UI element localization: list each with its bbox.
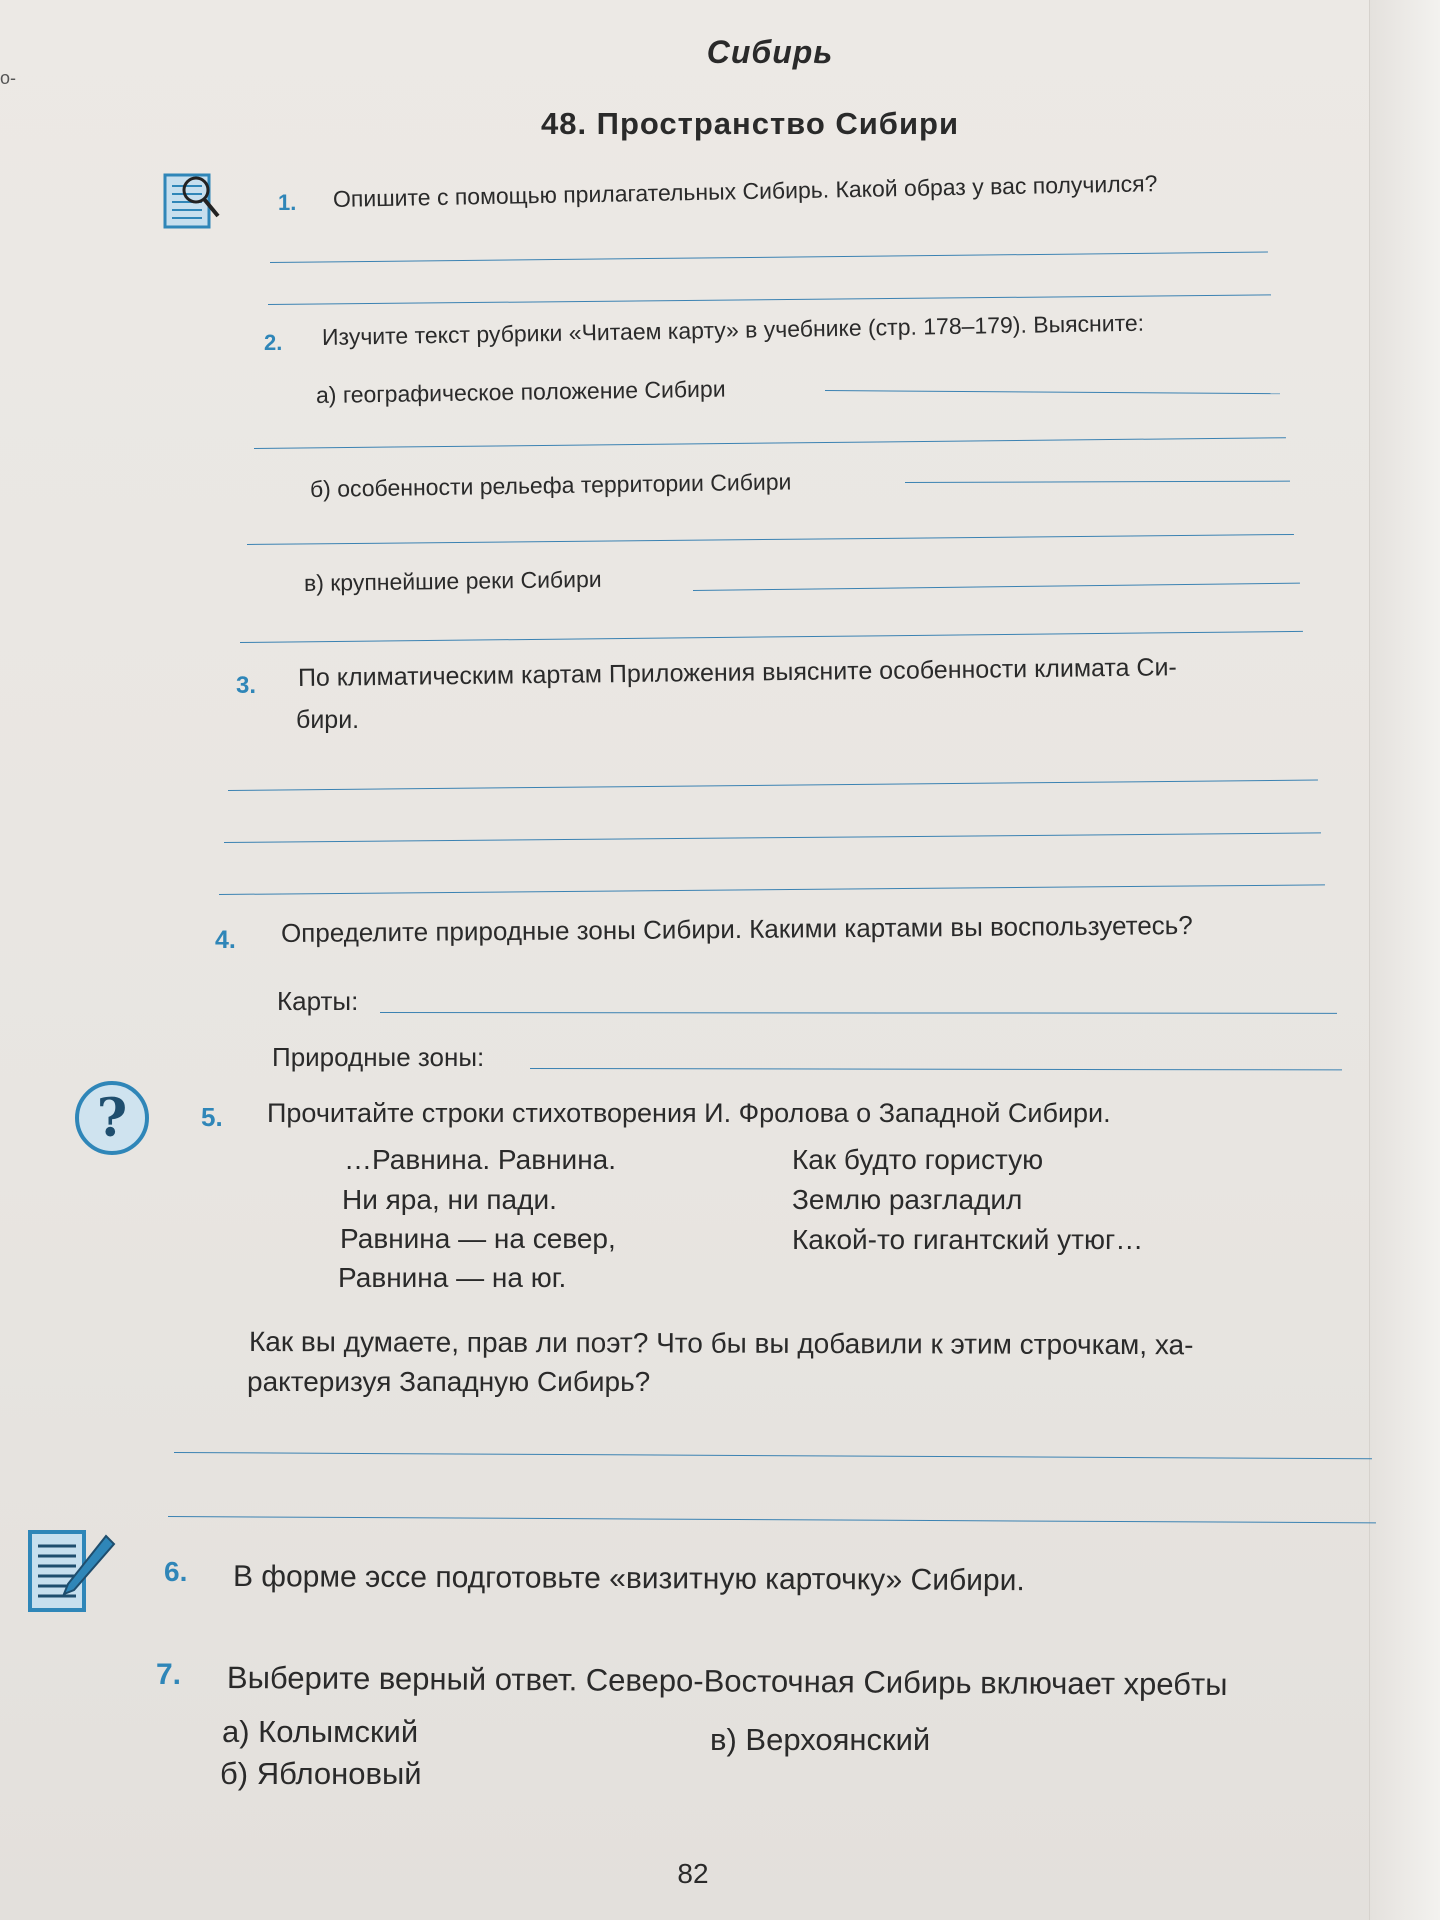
task-6-text: В форме эссе подготовьте «визитную карточку» Сибири. bbox=[232, 1560, 1025, 1598]
question-mark-icon bbox=[72, 1078, 152, 1158]
poem-right-line: Землю разгладил bbox=[792, 1184, 1023, 1215]
prev-page-fragment: о- bbox=[0, 68, 17, 88]
option-c: в) Верхоянский bbox=[710, 1722, 931, 1757]
task-4-text: Определите природные зоны Сибири. Какими картами вы воспользуетесь? bbox=[280, 910, 1193, 948]
poem-right-line: Какой-то гигантский утюг… bbox=[792, 1224, 1144, 1255]
answer-line bbox=[228, 780, 1318, 791]
answer-line bbox=[268, 294, 1271, 305]
zones-field-label: Природные зоны: bbox=[272, 1042, 485, 1072]
page-title: 48. Пространство Сибири bbox=[540, 106, 960, 141]
task-3-text-line-2: бири. bbox=[296, 706, 360, 734]
poem-left-line: Ни яра, ни пади. bbox=[342, 1184, 557, 1215]
task-number: 2. bbox=[264, 330, 283, 355]
poem-left-line: Равнина — на север, bbox=[340, 1223, 616, 1254]
poem-right-line: Как будто гористую bbox=[792, 1144, 1044, 1175]
answer-line bbox=[168, 1516, 1376, 1523]
task-2-text: Изучите текст рубрики «Читаем карту» в учебнике (стр. 178–179). Выясните: bbox=[321, 309, 1145, 350]
option-b: б) Яблоновый bbox=[220, 1756, 422, 1791]
section-header: Сибирь bbox=[706, 34, 834, 70]
poem-left-line: …Равнина. Равнина. bbox=[344, 1144, 617, 1175]
task-number: 5. bbox=[201, 1102, 223, 1132]
task-3-text-line-1: По климатическим картам Приложения выясните особенности климата Си- bbox=[297, 653, 1177, 692]
task-number: 3. bbox=[236, 672, 257, 699]
task-2-item-a: а) географическое положение Сибири bbox=[315, 375, 726, 408]
task-5-text: Прочитайте строки стихотворения И. Фролова о Западной Сибири. bbox=[267, 1098, 1111, 1128]
answer-line bbox=[224, 832, 1321, 843]
task-5-question-line-2: рактеризуя Западную Сибирь? bbox=[247, 1366, 651, 1397]
task-1-text: Опишите с помощью прилагательных Сибирь. Какой образ у вас получился? bbox=[332, 170, 1158, 212]
zones-answer-line bbox=[530, 1068, 1342, 1070]
answer-line bbox=[825, 390, 1280, 394]
page-number: 82 bbox=[677, 1858, 709, 1889]
task-number: 1. bbox=[278, 190, 297, 215]
task-2-item-c: в) крупнейшие реки Сибири bbox=[303, 565, 602, 596]
answer-line bbox=[247, 534, 1294, 545]
option-a: а) Колымский bbox=[222, 1714, 419, 1749]
task-7-text: Выберите верный ответ. Северо-Восточная Сибирь включает хребты bbox=[226, 1660, 1228, 1702]
pencil-document-icon bbox=[26, 1528, 116, 1616]
answer-line bbox=[240, 631, 1303, 643]
answer-line bbox=[219, 884, 1325, 895]
task-number: 7. bbox=[156, 1658, 182, 1691]
maps-answer-line bbox=[380, 1012, 1337, 1014]
answer-line bbox=[270, 252, 1268, 263]
next-page-edge bbox=[1369, 0, 1440, 1920]
svg-text:?: ? bbox=[96, 1088, 128, 1149]
answer-line bbox=[693, 583, 1300, 591]
maps-field-label: Карты: bbox=[277, 986, 359, 1016]
answer-line bbox=[174, 1452, 1372, 1459]
task-2-item-b: б) особенности рельефа территории Сибири bbox=[309, 468, 792, 502]
task-number: 6. bbox=[164, 1556, 188, 1587]
answer-line bbox=[254, 437, 1286, 449]
answer-line bbox=[905, 481, 1290, 483]
magnifier-document-icon bbox=[162, 172, 224, 232]
task-5-question-line-1: Как вы думаете, прав ли поэт? Что бы вы добавили к этим строчкам, ха- bbox=[248, 1326, 1194, 1361]
task-number: 4. bbox=[215, 926, 236, 954]
poem-left-line: Равнина — на юг. bbox=[338, 1262, 567, 1293]
